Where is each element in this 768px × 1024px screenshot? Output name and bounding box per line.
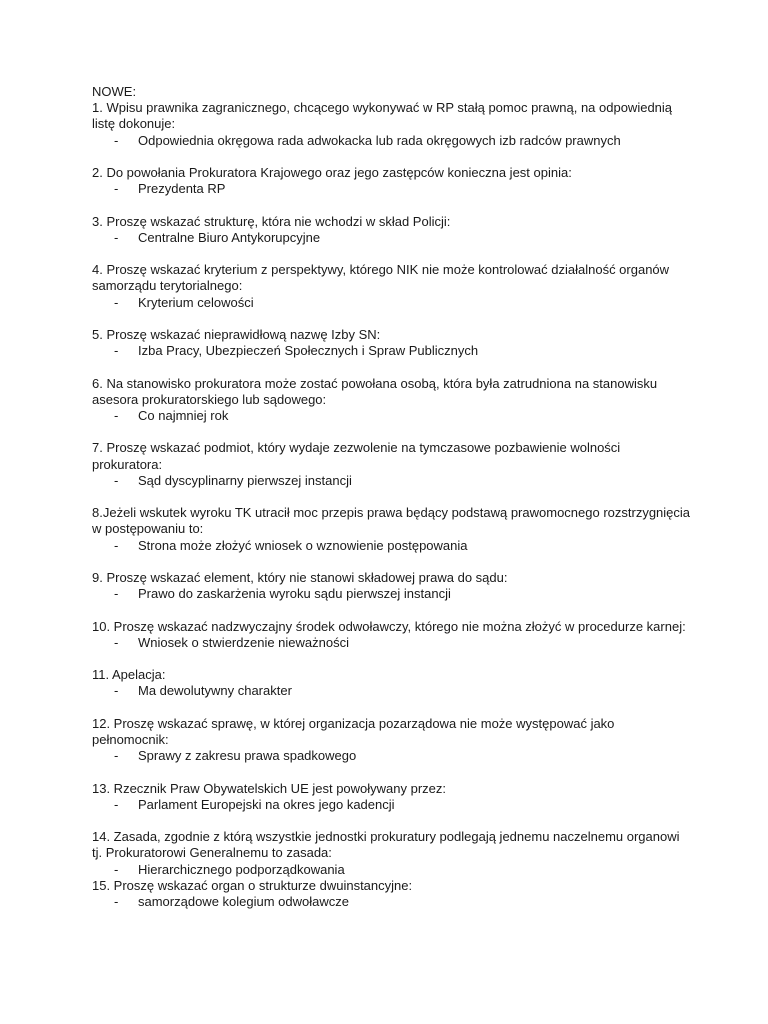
question-text: 7. Proszę wskazać podmiot, który wydaje zezwolenie na tymczasowe pozbawienie wolności prokuratora: [92,440,621,472]
answer-text: Kryterium celowości [138,294,254,310]
question-text: 8.Jeżeli wskutek wyroku TK utracił moc przepis prawa będący podstawą prawomocnego rozstrzygnięcia w postępowaniu to: [92,505,691,537]
question-item [92,570,692,602]
answer-text: samorządowe kolegium odwoławcze [138,893,349,909]
bullet-dash: - [114,796,119,812]
answer-text: Hierarchicznego podporządkowania [138,861,345,877]
question-text: 6. Na stanowisko prokuratora może zostać powołana osobą, która była zatrudniona na stanowisku asesora prokuratorskiego lub sądowego: [92,375,658,407]
question-text: 15. Proszę wskazać organ o strukturze dwuinstancyjne: [92,877,413,893]
bullet-dash: - [114,407,119,423]
answer-item [92,408,692,424]
answer-text: Sprawy z zakresu prawa spadkowego [138,748,357,764]
question-item [92,716,692,765]
question-text: 4. Proszę wskazać kryterium z perspektywy, którego NIK nie może kontrolować działalność organów samorządu terytorialnego: [92,262,670,294]
question-item [92,781,692,813]
answer-item [92,586,692,602]
question-text: 5. Proszę wskazać nieprawidłową nazwę Izby SN: [92,326,381,342]
question-text: 10. Proszę wskazać nadzwyczajny środek odwoławczy, którego nie można złożyć w procedurze karnej: [92,618,686,634]
answer-text: Sąd dyscyplinarny pierwszej instancji [138,472,352,488]
bullet-dash: - [114,586,119,602]
answer-item [92,133,692,149]
question-text: 14. Zasada, zgodnie z którą wszystkie jednostki prokuratury podlegają jednemu naczelnemu organowi tj. Prokuratorowi Generalnemu to zasada: [92,829,680,861]
question-item [92,262,692,311]
document-body [92,84,692,926]
answer-text: Centralne Biuro Antykorupcyjne [138,229,321,245]
question-item [92,440,692,489]
bullet-dash: - [114,229,119,245]
question-item [92,505,692,554]
question-item [92,100,692,149]
answer-item [92,473,692,489]
bullet-dash: - [114,893,119,909]
question-item [92,619,692,651]
bullet-dash: - [114,634,119,650]
question-item [92,214,692,246]
answer-text: Co najmniej rok [138,407,229,423]
answer-text: Prezydenta RP [138,181,226,197]
question-text: 12. Proszę wskazać sprawę, w której organizacja pozarządowa nie może występować jako pełnomocnik: [92,715,615,747]
bullet-dash: - [114,472,119,488]
answer-item [92,683,692,699]
answer-item [92,295,692,311]
question-item [92,829,692,878]
answer-item [92,862,692,878]
bullet-dash: - [114,343,119,359]
question-item [92,878,692,910]
answer-text: Strona może złożyć wniosek o wznowienie postępowania [138,537,468,553]
bullet-dash: - [114,748,119,764]
question-item [92,327,692,359]
question-item [92,667,692,699]
question-text: 9. Proszę wskazać element, który nie stanowi składowej prawa do sądu: [92,569,508,585]
answer-text: Odpowiednia okręgowa rada adwokacka lub rada okręgowych izb radców prawnych [138,132,621,148]
answer-text: Prawo do zaskarżenia wyroku sądu pierwszej instancji [138,586,451,602]
question-text: 1. Wpisu prawnika zagranicznego, chcącego wykonywać w RP stałą pomoc prawną, na odpowiednią listę dokonuje: [92,100,673,132]
answer-item [92,538,692,554]
answer-item [92,635,692,651]
answer-text: Ma dewolutywny charakter [138,683,292,699]
bullet-dash: - [114,181,119,197]
bullet-dash: - [114,861,119,877]
question-text: 13. Rzecznik Praw Obywatelskich UE jest powoływany przez: [92,780,447,796]
answer-text: Izba Pracy, Ubezpieczeń Społecznych i Spraw Publicznych [138,343,479,359]
answer-item [92,230,692,246]
question-text: 11. Apelacja: [92,667,166,683]
bullet-dash: - [114,132,119,148]
answer-text: Parlament Europejski na okres jego kadencji [138,796,395,812]
question-item [92,165,692,197]
question-item [92,376,692,425]
answer-item [92,748,692,764]
answer-item [92,797,692,813]
answer-item [92,343,692,359]
answer-text: Wniosek o stwierdzenie nieważności [138,634,349,650]
answer-item [92,181,692,197]
question-text: 3. Proszę wskazać strukturę, która nie wchodzi w skład Policji: [92,213,451,229]
bullet-dash: - [114,537,119,553]
answer-item [92,894,692,910]
document-heading: NOWE: [92,84,137,99]
bullet-dash: - [114,294,119,310]
question-text: 2. Do powołania Prokuratora Krajowego oraz jego zastępców konieczna jest opinia: [92,165,572,180]
bullet-dash: - [114,683,119,699]
